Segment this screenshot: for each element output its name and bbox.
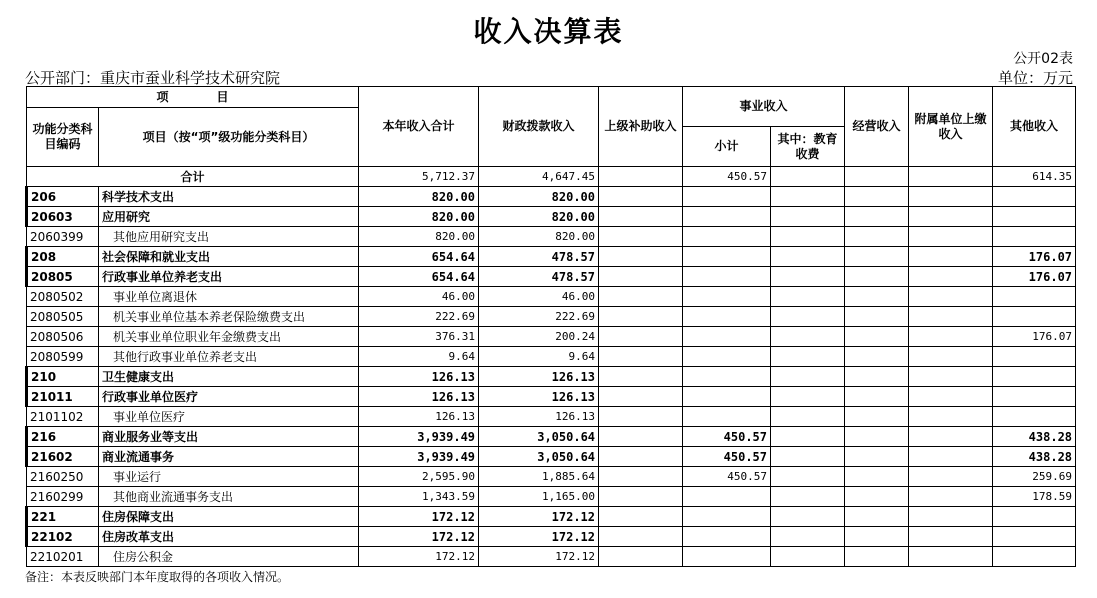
subtotal-cell: [683, 527, 771, 547]
upper-cell: [599, 407, 683, 427]
total-cell: 3,939.49: [359, 427, 479, 447]
operating-cell: [845, 307, 909, 327]
total-cell: 2,595.90: [359, 467, 479, 487]
code-cell: 2160250: [27, 467, 99, 487]
subtotal-cell: [683, 487, 771, 507]
subtotal-cell: [683, 287, 771, 307]
upper-cell: [599, 247, 683, 267]
upper-cell: [599, 287, 683, 307]
item-name-cell: 应用研究: [99, 207, 359, 227]
total-income-cell: 5,712.37: [359, 167, 479, 187]
other-cell: [993, 187, 1076, 207]
subtotal-header: 小计: [683, 127, 771, 167]
fiscal-cell: 222.69: [479, 307, 599, 327]
upper-cell: [599, 507, 683, 527]
subtotal-cell: [683, 547, 771, 567]
other-cell: 176.07: [993, 327, 1076, 347]
operating-cell: [845, 387, 909, 407]
total-upper-cell: [599, 167, 683, 187]
form-number: 公开02表: [1013, 51, 1073, 67]
edu-cell: [771, 467, 845, 487]
edu-cell: [771, 347, 845, 367]
fiscal-cell: 126.13: [479, 407, 599, 427]
affiliated-cell: [909, 347, 993, 367]
page-title: 收入决算表: [473, 15, 624, 48]
total-row: [27, 167, 1076, 187]
total-cell: 376.31: [359, 327, 479, 347]
affiliated-income-header: 附属单位上缴收入: [909, 87, 993, 167]
upper-cell: [599, 207, 683, 227]
operating-cell: [845, 207, 909, 227]
other-cell: [993, 547, 1076, 567]
project-header: 项 目: [27, 87, 359, 108]
upper-cell: [599, 547, 683, 567]
item-name-cell: 事业单位离退休: [99, 287, 359, 307]
item-name-cell: 行政事业单位医疗: [99, 387, 359, 407]
operating-cell: [845, 367, 909, 387]
item-name-header: 项目（按“项”级功能分类科目）: [99, 108, 359, 167]
subtotal-cell: [683, 367, 771, 387]
fiscal-cell: 46.00: [479, 287, 599, 307]
operating-cell: [845, 347, 909, 367]
total-cell: 1,343.59: [359, 487, 479, 507]
edu-cell: [771, 367, 845, 387]
upper-cell: [599, 227, 683, 247]
total-cell: 820.00: [359, 227, 479, 247]
edu-cell: [771, 267, 845, 287]
edu-cell: [771, 527, 845, 547]
item-name-cell: 其他商业流通事务支出: [99, 487, 359, 507]
other-cell: [993, 347, 1076, 367]
item-name-cell: 住房改革支出: [99, 527, 359, 547]
affiliated-cell: [909, 307, 993, 327]
other-cell: [993, 507, 1076, 527]
other-cell: [993, 307, 1076, 327]
total-cell: 172.12: [359, 527, 479, 547]
total-operating-cell: [845, 167, 909, 187]
code-cell: 2160299: [27, 487, 99, 507]
upper-cell: [599, 327, 683, 347]
total-cell: 126.13: [359, 367, 479, 387]
table-row: [27, 507, 1076, 527]
code-cell: 2060399: [27, 227, 99, 247]
table-row: [27, 247, 1076, 267]
edu-cell: [771, 507, 845, 527]
code-cell: 221: [27, 507, 99, 527]
item-name-cell: 卫生健康支出: [99, 367, 359, 387]
operating-cell: [845, 427, 909, 447]
operating-cell: [845, 247, 909, 267]
subtotal-cell: [683, 187, 771, 207]
upper-cell: [599, 307, 683, 327]
table-row: [27, 207, 1076, 227]
affiliated-cell: [909, 507, 993, 527]
item-name-cell: 机关事业单位基本养老保险缴费支出: [99, 307, 359, 327]
table-row: [27, 527, 1076, 547]
edu-cell: [771, 187, 845, 207]
income-table: [25, 86, 1076, 567]
edu-cell: [771, 307, 845, 327]
total-cell: 9.64: [359, 347, 479, 367]
other-cell: [993, 527, 1076, 547]
fiscal-cell: 478.57: [479, 267, 599, 287]
edu-cell: [771, 287, 845, 307]
fiscal-cell: 820.00: [479, 207, 599, 227]
item-name-cell: 事业运行: [99, 467, 359, 487]
fiscal-cell: 172.12: [479, 547, 599, 567]
item-name-cell: 机关事业单位职业年金缴费支出: [99, 327, 359, 347]
fiscal-cell: 9.64: [479, 347, 599, 367]
affiliated-cell: [909, 467, 993, 487]
table-row: [27, 287, 1076, 307]
table-row: [27, 187, 1076, 207]
item-name-cell: 住房保障支出: [99, 507, 359, 527]
edu-cell: [771, 207, 845, 227]
code-cell: 2080505: [27, 307, 99, 327]
business-income-header: 事业收入: [683, 87, 845, 127]
subtotal-cell: [683, 267, 771, 287]
affiliated-cell: [909, 487, 993, 507]
item-name-cell: 行政事业单位养老支出: [99, 267, 359, 287]
total-edu-cell: [771, 167, 845, 187]
table-row: [27, 307, 1076, 327]
operating-cell: [845, 227, 909, 247]
operating-cell: [845, 507, 909, 527]
upper-cell: [599, 447, 683, 467]
fiscal-cell: 172.12: [479, 507, 599, 527]
fiscal-cell: 126.13: [479, 387, 599, 407]
affiliated-cell: [909, 247, 993, 267]
total-affiliated-cell: [909, 167, 993, 187]
subtotal-cell: [683, 307, 771, 327]
total-cell: 46.00: [359, 287, 479, 307]
fiscal-cell: 478.57: [479, 247, 599, 267]
edu-cell: [771, 387, 845, 407]
other-cell: [993, 287, 1076, 307]
fiscal-cell: 820.00: [479, 187, 599, 207]
item-name-cell: 社会保障和就业支出: [99, 247, 359, 267]
code-cell: 208: [27, 247, 99, 267]
unit-label: 单位：万元: [997, 69, 1073, 87]
code-cell: 20603: [27, 207, 99, 227]
fiscal-cell: 172.12: [479, 527, 599, 547]
other-cell: [993, 387, 1076, 407]
operating-cell: [845, 447, 909, 467]
subtotal-cell: [683, 247, 771, 267]
total-cell: 172.12: [359, 507, 479, 527]
table-row: [27, 227, 1076, 247]
affiliated-cell: [909, 267, 993, 287]
operating-cell: [845, 467, 909, 487]
other-cell: 178.59: [993, 487, 1076, 507]
subtotal-cell: [683, 227, 771, 247]
table-row: [27, 327, 1076, 347]
table-row: [27, 407, 1076, 427]
affiliated-cell: [909, 527, 993, 547]
total-cell: 820.00: [359, 207, 479, 227]
other-cell: [993, 367, 1076, 387]
operating-cell: [845, 547, 909, 567]
upper-cell: [599, 427, 683, 447]
total-income-header: 本年收入合计: [359, 87, 479, 167]
other-cell: 259.69: [993, 467, 1076, 487]
table-row: [27, 467, 1076, 487]
item-name-cell: 商业流通事务: [99, 447, 359, 467]
fiscal-income-header: 财政拨款收入: [479, 87, 599, 167]
total-subtotal-cell: 450.57: [683, 167, 771, 187]
upper-cell: [599, 367, 683, 387]
other-cell: 438.28: [993, 427, 1076, 447]
operating-cell: [845, 527, 909, 547]
other-income-header: 其他收入: [993, 87, 1076, 167]
affiliated-cell: [909, 547, 993, 567]
fiscal-cell: 1,165.00: [479, 487, 599, 507]
subtotal-cell: [683, 407, 771, 427]
other-cell: 176.07: [993, 247, 1076, 267]
table-row: [27, 547, 1076, 567]
table-row: [27, 447, 1076, 467]
affiliated-cell: [909, 407, 993, 427]
total-fiscal-cell: 4,647.45: [479, 167, 599, 187]
footnote: 备注：本表反映部门本年度取得的各项收入情况。: [25, 570, 290, 584]
department-label: 公开部门：重庆市蚕业科学技术研究院: [25, 69, 281, 87]
item-name-cell: 科学技术支出: [99, 187, 359, 207]
code-cell: 2210201: [27, 547, 99, 567]
table-row: [27, 427, 1076, 447]
operating-cell: [845, 487, 909, 507]
total-cell: 126.13: [359, 387, 479, 407]
code-cell: 2080502: [27, 287, 99, 307]
subtotal-cell: [683, 207, 771, 227]
upper-cell: [599, 187, 683, 207]
code-cell: 216: [27, 427, 99, 447]
operating-cell: [845, 267, 909, 287]
other-cell: 438.28: [993, 447, 1076, 467]
table-row: [27, 487, 1076, 507]
affiliated-cell: [909, 187, 993, 207]
affiliated-cell: [909, 207, 993, 227]
fiscal-cell: 820.00: [479, 227, 599, 247]
fiscal-cell: 126.13: [479, 367, 599, 387]
table-row: [27, 347, 1076, 367]
code-cell: 22102: [27, 527, 99, 547]
edu-cell: [771, 407, 845, 427]
upper-cell: [599, 267, 683, 287]
affiliated-cell: [909, 387, 993, 407]
edu-cell: [771, 327, 845, 347]
code-cell: 210: [27, 367, 99, 387]
code-cell: 21602: [27, 447, 99, 467]
subtotal-cell: 450.57: [683, 427, 771, 447]
item-name-cell: 其他应用研究支出: [99, 227, 359, 247]
total-cell: 820.00: [359, 187, 479, 207]
code-header: 功能分类科目编码: [27, 108, 99, 167]
operating-cell: [845, 327, 909, 347]
item-name-cell: 住房公积金: [99, 547, 359, 567]
operating-cell: [845, 407, 909, 427]
education-fee-header: 其中：教育收费: [771, 127, 845, 167]
code-cell: 206: [27, 187, 99, 207]
fiscal-cell: 3,050.64: [479, 427, 599, 447]
edu-cell: [771, 447, 845, 467]
affiliated-cell: [909, 447, 993, 467]
code-cell: 2080599: [27, 347, 99, 367]
other-cell: [993, 207, 1076, 227]
subtotal-cell: [683, 387, 771, 407]
affiliated-cell: [909, 367, 993, 387]
code-cell: 2101102: [27, 407, 99, 427]
affiliated-cell: [909, 227, 993, 247]
upper-cell: [599, 467, 683, 487]
operating-cell: [845, 287, 909, 307]
upper-cell: [599, 527, 683, 547]
upper-cell: [599, 487, 683, 507]
subtotal-cell: 450.57: [683, 467, 771, 487]
operating-cell: [845, 187, 909, 207]
affiliated-cell: [909, 427, 993, 447]
table-row: [27, 367, 1076, 387]
total-label: 合计: [27, 167, 359, 187]
total-other-cell: 614.35: [993, 167, 1076, 187]
table-row: [27, 267, 1076, 287]
other-cell: [993, 227, 1076, 247]
code-cell: 2080506: [27, 327, 99, 347]
operating-income-header: 经营收入: [845, 87, 909, 167]
table-row: [27, 387, 1076, 407]
item-name-cell: 事业单位医疗: [99, 407, 359, 427]
code-cell: 21011: [27, 387, 99, 407]
edu-cell: [771, 227, 845, 247]
fiscal-cell: 200.24: [479, 327, 599, 347]
fiscal-cell: 1,885.64: [479, 467, 599, 487]
code-cell: 20805: [27, 267, 99, 287]
total-cell: 3,939.49: [359, 447, 479, 467]
total-cell: 654.64: [359, 247, 479, 267]
fiscal-cell: 3,050.64: [479, 447, 599, 467]
upper-subsidy-header: 上级补助收入: [599, 87, 683, 167]
affiliated-cell: [909, 287, 993, 307]
edu-cell: [771, 547, 845, 567]
other-cell: 176.07: [993, 267, 1076, 287]
total-cell: 222.69: [359, 307, 479, 327]
item-name-cell: 其他行政事业单位养老支出: [99, 347, 359, 367]
upper-cell: [599, 347, 683, 367]
other-cell: [993, 407, 1076, 427]
item-name-cell: 商业服务业等支出: [99, 427, 359, 447]
upper-cell: [599, 387, 683, 407]
affiliated-cell: [909, 327, 993, 347]
subtotal-cell: [683, 327, 771, 347]
total-cell: 172.12: [359, 547, 479, 567]
edu-cell: [771, 247, 845, 267]
edu-cell: [771, 487, 845, 507]
subtotal-cell: 450.57: [683, 447, 771, 467]
total-cell: 654.64: [359, 267, 479, 287]
table-body: [27, 167, 1076, 567]
subtotal-cell: [683, 507, 771, 527]
subtotal-cell: [683, 347, 771, 367]
total-cell: 126.13: [359, 407, 479, 427]
edu-cell: [771, 427, 845, 447]
